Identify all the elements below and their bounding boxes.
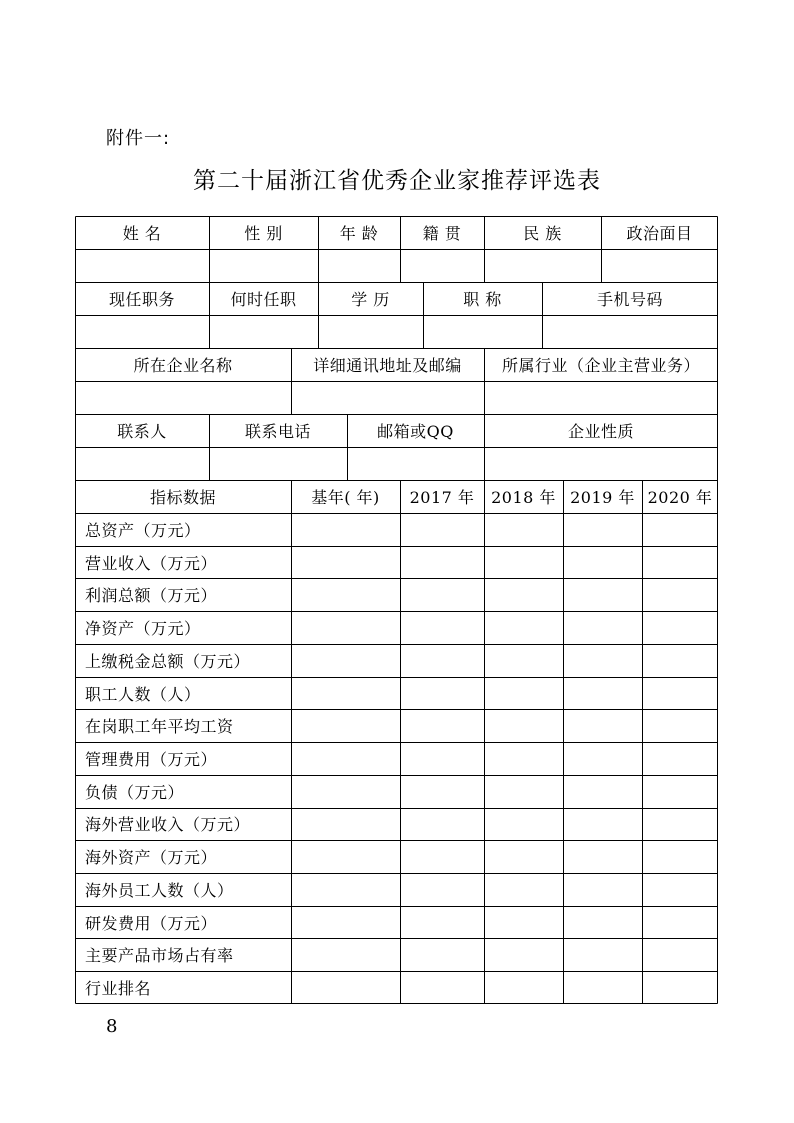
indicator-label: 管理费用（万元） xyxy=(85,749,218,769)
indicator-value-cell[interactable] xyxy=(484,611,563,644)
header-indicator-data: 指标数据 xyxy=(149,488,216,507)
indicator-value-cell[interactable] xyxy=(563,513,642,546)
indicator-value-cell[interactable] xyxy=(563,971,642,1004)
indicator-value-cell[interactable] xyxy=(642,775,718,808)
indicator-value-cell[interactable] xyxy=(484,677,563,710)
indicator-value-cell[interactable] xyxy=(642,644,718,677)
indicator-value-cell[interactable] xyxy=(291,546,400,579)
indicator-value-cell[interactable] xyxy=(484,709,563,742)
indicator-value-cell[interactable] xyxy=(291,808,400,841)
header-contact-person: 联系人 xyxy=(117,422,167,441)
indicator-value-cell[interactable] xyxy=(563,906,642,939)
indicator-label: 研发费用（万元） xyxy=(85,913,218,933)
indicator-value-cell[interactable] xyxy=(563,578,642,611)
input-current-position[interactable] xyxy=(75,315,209,348)
indicator-value-cell[interactable] xyxy=(400,808,484,841)
indicator-value-cell[interactable] xyxy=(400,775,484,808)
indicator-label: 净资产（万元） xyxy=(85,619,201,639)
indicator-value-cell[interactable] xyxy=(291,971,400,1004)
input-political-status[interactable] xyxy=(601,249,718,282)
header-gender: 性 别 xyxy=(244,224,283,243)
indicator-value-cell[interactable] xyxy=(291,578,400,611)
header-education: 学 历 xyxy=(351,290,390,309)
indicator-value-cell[interactable] xyxy=(642,938,718,971)
header-age: 年 龄 xyxy=(339,224,379,243)
indicator-value-cell[interactable] xyxy=(291,742,400,775)
indicator-value-cell[interactable] xyxy=(400,938,484,971)
input-industry[interactable] xyxy=(484,381,718,414)
header-year-2019: 2019 年 xyxy=(570,488,635,507)
header-industry: 所属行业（企业主营业务） xyxy=(501,356,700,375)
indicator-value-cell[interactable] xyxy=(484,971,563,1004)
input-mobile[interactable] xyxy=(542,315,718,348)
indicator-value-cell[interactable] xyxy=(400,971,484,1004)
input-since-when[interactable] xyxy=(209,315,318,348)
indicator-value-cell[interactable] xyxy=(400,840,484,873)
indicator-value-cell[interactable] xyxy=(642,840,718,873)
input-gender[interactable] xyxy=(209,249,318,282)
page-number: 8 xyxy=(106,1016,118,1037)
indicator-value-cell[interactable] xyxy=(400,906,484,939)
indicator-value-cell[interactable] xyxy=(563,873,642,906)
indicator-value-cell[interactable] xyxy=(291,775,400,808)
indicator-value-cell[interactable] xyxy=(291,644,400,677)
recommendation-form-table xyxy=(75,216,718,1004)
indicator-value-cell[interactable] xyxy=(642,808,718,841)
header-professional-title: 职 称 xyxy=(463,290,502,309)
indicator-value-cell[interactable] xyxy=(563,840,642,873)
indicator-value-cell[interactable] xyxy=(484,938,563,971)
indicator-label: 海外营业收入（万元） xyxy=(85,815,251,835)
indicator-label: 上缴税金总额（万元） xyxy=(85,651,251,671)
indicator-value-cell[interactable] xyxy=(291,840,400,873)
header-address-postcode: 详细通讯地址及邮编 xyxy=(313,356,462,375)
indicator-value-cell[interactable] xyxy=(400,513,484,546)
indicator-label: 职工人数（人） xyxy=(85,684,201,704)
indicator-value-cell[interactable] xyxy=(400,742,484,775)
indicator-value-cell[interactable] xyxy=(291,611,400,644)
input-company-nature[interactable] xyxy=(484,447,718,480)
header-native-place: 籍 贯 xyxy=(422,224,462,243)
indicator-label: 总资产（万元） xyxy=(85,520,201,540)
indicator-label: 海外员工人数（人） xyxy=(85,880,234,900)
header-year-2017: 2017 年 xyxy=(409,488,475,507)
input-address-postcode[interactable] xyxy=(291,381,484,414)
input-native-place[interactable] xyxy=(400,249,484,282)
indicator-value-cell[interactable] xyxy=(563,808,642,841)
input-education[interactable] xyxy=(318,315,423,348)
indicator-value-cell[interactable] xyxy=(642,546,718,579)
indicator-value-cell[interactable] xyxy=(642,677,718,710)
indicator-value-cell[interactable] xyxy=(291,513,400,546)
indicator-value-cell[interactable] xyxy=(642,742,718,775)
indicator-value-cell[interactable] xyxy=(563,775,642,808)
header-contact-phone: 联系电话 xyxy=(244,422,311,441)
input-professional-title[interactable] xyxy=(423,315,542,348)
indicator-label: 负债（万元） xyxy=(85,782,185,802)
indicator-value-cell[interactable] xyxy=(642,513,718,546)
indicator-value-cell[interactable] xyxy=(642,709,718,742)
indicator-value-cell[interactable] xyxy=(291,873,400,906)
header-mobile: 手机号码 xyxy=(596,290,663,309)
header-year-2018: 2018 年 xyxy=(491,488,556,507)
indicator-value-cell[interactable] xyxy=(484,578,563,611)
input-email-qq[interactable] xyxy=(347,447,484,480)
attachment-label: 附件一: xyxy=(106,128,171,149)
indicator-value-cell[interactable] xyxy=(400,677,484,710)
indicator-value-cell[interactable] xyxy=(291,938,400,971)
indicator-value-cell[interactable] xyxy=(563,546,642,579)
form-title: 第二十届浙江省优秀企业家推荐评选表 xyxy=(193,168,601,194)
indicator-value-cell[interactable] xyxy=(563,677,642,710)
indicator-value-cell[interactable] xyxy=(563,644,642,677)
header-name: 姓 名 xyxy=(122,224,162,243)
input-contact-person[interactable] xyxy=(75,447,209,480)
indicator-label: 营业收入（万元） xyxy=(85,553,218,573)
header-company-name: 所在企业名称 xyxy=(133,356,233,375)
indicator-label: 主要产品市场占有率 xyxy=(85,946,234,966)
indicator-value-cell[interactable] xyxy=(642,611,718,644)
indicator-value-cell[interactable] xyxy=(484,546,563,579)
indicator-value-cell[interactable] xyxy=(400,578,484,611)
indicator-value-cell[interactable] xyxy=(563,742,642,775)
indicator-value-cell[interactable] xyxy=(484,644,563,677)
indicator-value-cell[interactable] xyxy=(484,873,563,906)
indicator-label: 利润总额（万元） xyxy=(85,586,218,606)
indicator-value-cell[interactable] xyxy=(642,578,718,611)
indicator-value-cell[interactable] xyxy=(291,677,400,710)
indicator-value-cell[interactable] xyxy=(291,709,400,742)
indicator-value-cell[interactable] xyxy=(400,644,484,677)
input-company-name[interactable] xyxy=(75,381,291,414)
header-email-qq: 邮箱或QQ xyxy=(377,422,454,441)
indicator-value-cell[interactable] xyxy=(484,513,563,546)
input-contact-phone[interactable] xyxy=(209,447,347,480)
indicator-value-cell[interactable] xyxy=(642,906,718,939)
indicator-value-cell[interactable] xyxy=(400,611,484,644)
indicator-value-cell[interactable] xyxy=(484,906,563,939)
indicator-value-cell[interactable] xyxy=(642,971,718,1004)
header-current-position: 现任职务 xyxy=(108,290,175,309)
indicator-value-cell[interactable] xyxy=(484,840,563,873)
indicator-value-cell[interactable] xyxy=(484,775,563,808)
indicator-label: 在岗职工年平均工资 xyxy=(85,717,234,737)
indicator-value-cell[interactable] xyxy=(400,709,484,742)
header-ethnicity: 民 族 xyxy=(523,224,562,243)
input-ethnicity[interactable] xyxy=(484,249,601,282)
indicator-value-cell[interactable] xyxy=(400,873,484,906)
indicator-value-cell[interactable] xyxy=(400,546,484,579)
input-name[interactable] xyxy=(75,249,209,282)
header-company-nature: 企业性质 xyxy=(567,422,634,441)
input-age[interactable] xyxy=(318,249,400,282)
indicator-label: 海外资产（万元） xyxy=(85,848,218,868)
indicator-value-cell[interactable] xyxy=(484,742,563,775)
indicator-value-cell[interactable] xyxy=(563,709,642,742)
indicator-value-cell[interactable] xyxy=(642,873,718,906)
header-year-2020: 2020 年 xyxy=(647,488,713,507)
header-since-when: 何时任职 xyxy=(230,290,297,309)
indicator-value-cell[interactable] xyxy=(563,938,642,971)
indicator-value-cell[interactable] xyxy=(484,808,563,841)
header-year-base: 基年( 年) xyxy=(311,488,380,507)
header-political-status: 政治面目 xyxy=(626,224,693,243)
indicator-label: 行业排名 xyxy=(85,979,152,999)
indicator-value-cell[interactable] xyxy=(291,906,400,939)
indicator-value-cell[interactable] xyxy=(563,611,642,644)
